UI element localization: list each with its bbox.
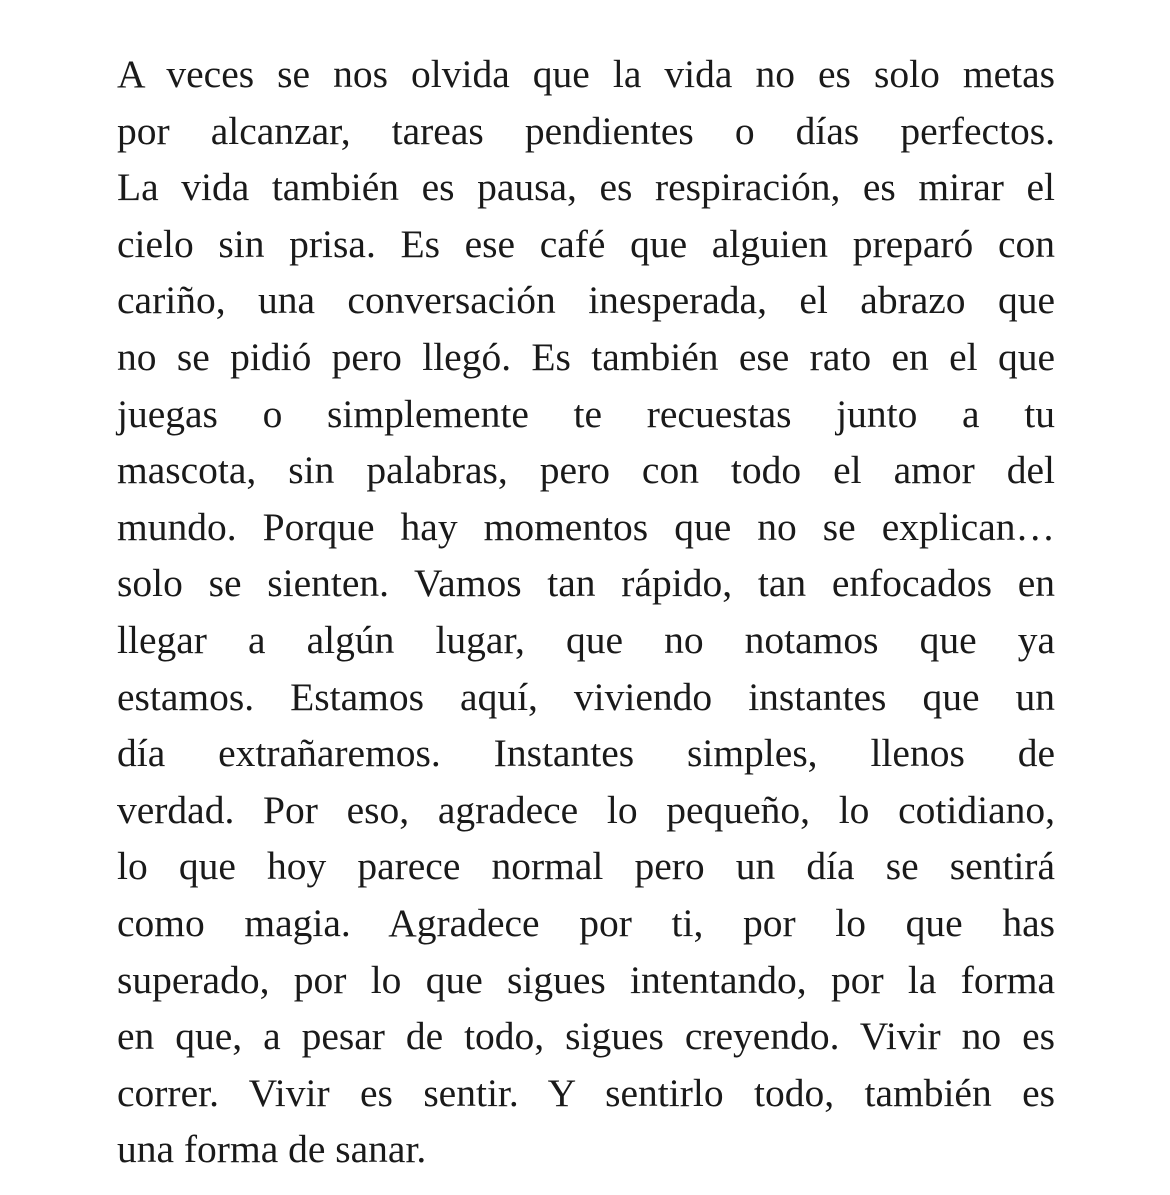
text-line: superado, por lo que sigues intentando, por la forma <box>117 957 1055 1002</box>
text-line: lo que hoy parece normal pero un día se sentirá <box>117 844 1055 889</box>
text-line: llegar a algún lugar, que no notamos que ya <box>117 617 1055 662</box>
paragraph <box>117 46 1055 1178</box>
text-line: juegas o simplemente te recuestas junto a tu <box>117 391 1055 436</box>
text-line: mascota, sin palabras, pero con todo el amor del <box>117 448 1055 493</box>
text-line: una forma de sanar. <box>117 1127 427 1172</box>
text-line: solo se sienten. Vamos tan rápido, tan enfocados en <box>117 561 1055 606</box>
text-line: estamos. Estamos aquí, viviendo instantes que un <box>117 674 1055 719</box>
text-line: como magia. Agradece por ti, por lo que has <box>117 900 1055 945</box>
text-line: A veces se nos olvida que la vida no es solo metas <box>117 52 1055 96</box>
text-line: mundo. Porque hay momentos que no se explican… <box>117 504 1055 549</box>
text-line: por alcanzar, tareas pendientes o días perfectos. <box>117 108 1055 153</box>
text-line: no se pidió pero llegó. Es también ese rato en el que <box>117 334 1055 379</box>
text-line: en que, a pesar de todo, sigues creyendo. Vivir no es <box>117 1014 1055 1059</box>
text-line: cariño, una conversación inesperada, el abrazo que <box>117 278 1055 323</box>
text-line: correr. Vivir es sentir. Y sentirlo todo, también es <box>117 1070 1055 1115</box>
text-line: día extrañaremos. Instantes simples, llenos de <box>117 731 1055 776</box>
text-line: cielo sin prisa. Es ese café que alguien preparó con <box>117 221 1055 266</box>
text-line: verdad. Por eso, agradece lo pequeño, lo cotidiano, <box>117 787 1055 832</box>
text-line: La vida también es pausa, es respiración, es mirar el <box>117 165 1055 210</box>
